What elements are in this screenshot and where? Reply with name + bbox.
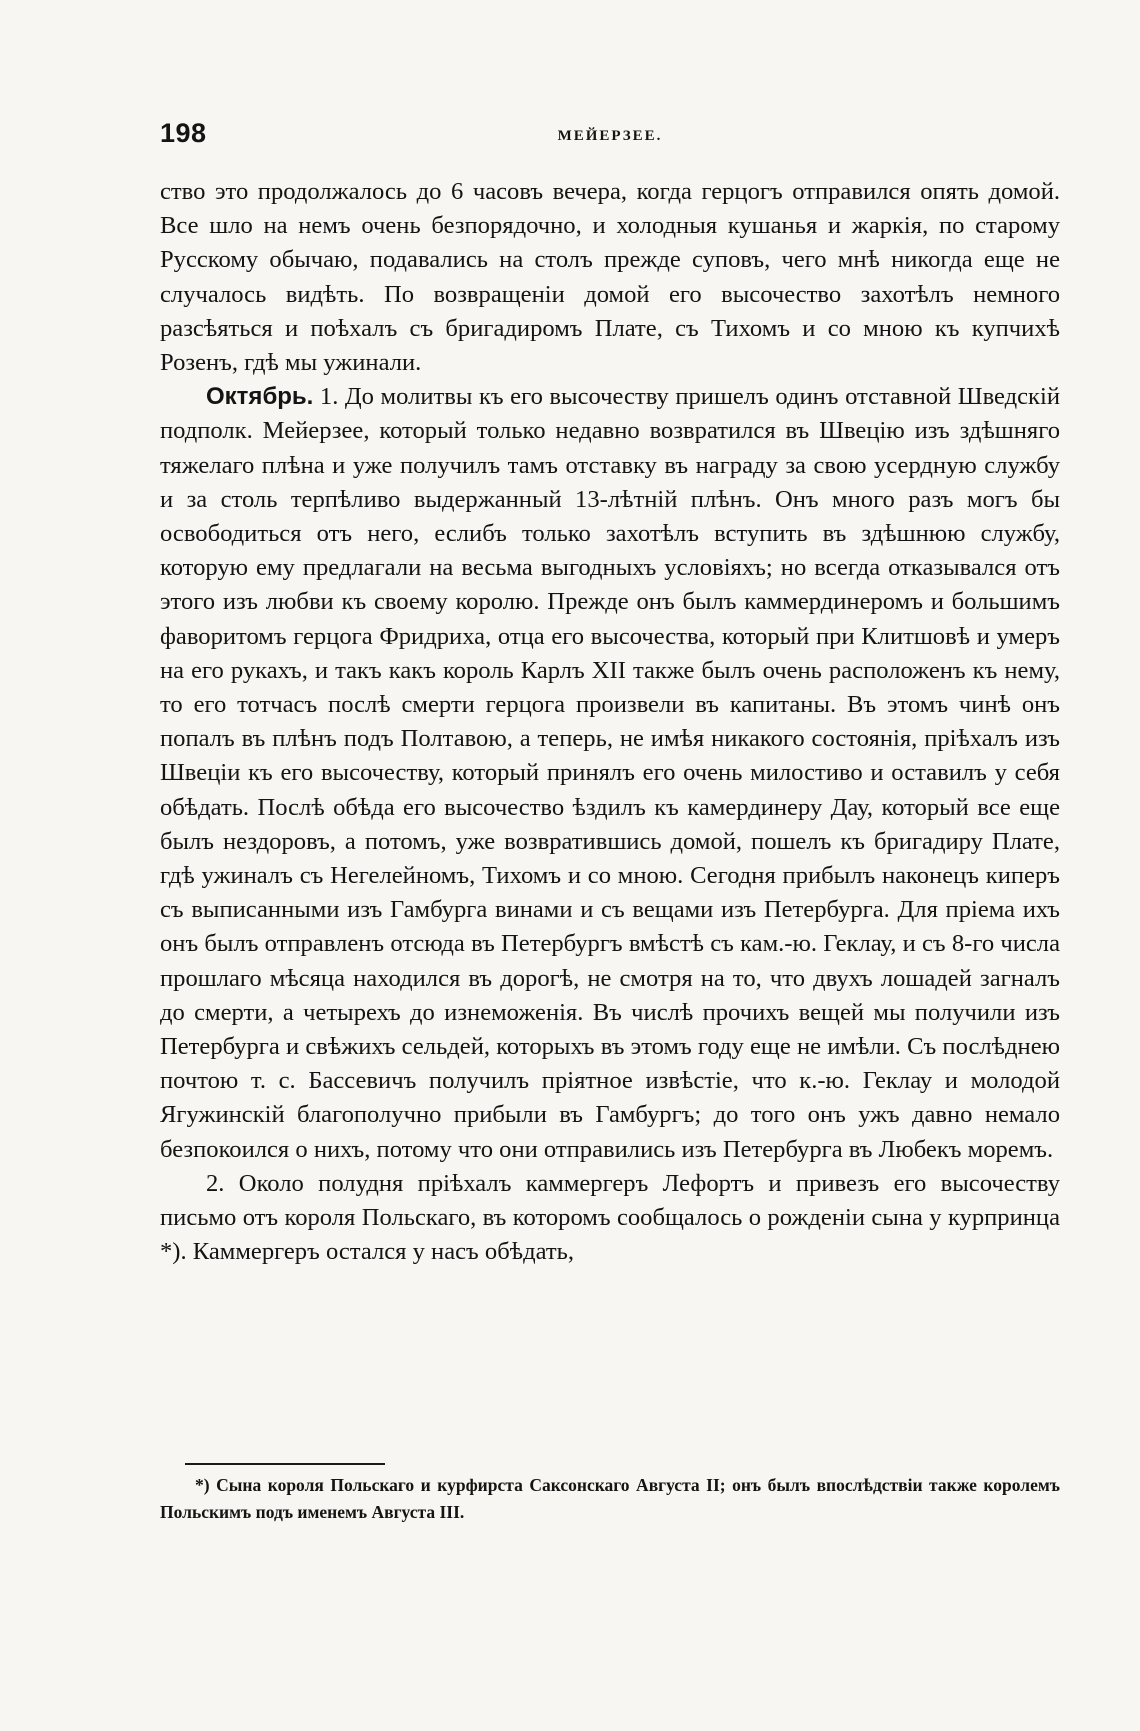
page-number: 198 [160, 118, 207, 148]
running-head: МЕЙЕРЗЕЕ. [557, 128, 663, 144]
page-header [160, 118, 1060, 158]
month-heading: Октябрь. [206, 383, 314, 411]
paragraph-2-text: 1. До молитвы къ его высочеству пришелъ одинъ отставной Шведскій подполк. Мейерзее, который только недавно возвратился въ Швецію изъ здѣшняго тяжелаго плѣна и уже получилъ тамъ отставку въ награду за свою усердную службу и за столь терпѣливо выдержанный 13-лѣтній плѣнъ. Онъ много разъ могъ бы освободиться отъ него, еслибъ только захотѣлъ вступить въ здѣшнюю службу, которую ему предлагали на весьма выгодныхъ условіяхъ; но всегда отказывался отъ этого изъ любви къ своему королю. Прежде онъ былъ каммердинеромъ и большимъ фаворитомъ герцога Фридриха, отца его высочества, который при Клитшовѣ и умеръ на его рукахъ, и такъ какъ король Карлъ XII также былъ очень расположенъ къ нему, то его тотчасъ послѣ смерти герцога произвели въ капитаны. Въ этомъ чинѣ онъ попалъ въ плѣнъ подъ Полтавою, а теперь, не имѣя никакого состоянія, пріѣхалъ изъ Швеціи къ его высочеству, который принялъ его очень милостиво и оставилъ у себя обѣдать. Послѣ обѣда его высочество ѣздилъ къ камердинеру Дау, который все еще былъ нездоровъ, а потомъ, уже возвратившись домой, пошелъ къ бригадиру Плате, гдѣ ужиналъ съ Негелейномъ, Тихомъ и со мною. Сегодня прибылъ наконецъ киперъ съ выписанными изъ Гамбурга винами и съ вещами изъ Петербурга. Для пріема ихъ онъ былъ отправленъ отсюда въ Петербургъ вмѣстѣ съ кам.-ю. Геклау, и съ 8-го числа прошлаго мѣсяца находился въ дорогѣ, не смотря на то, что двухъ лошадей загналъ до смерти, а четырехъ до изнеможенія. Въ числѣ прочихъ вещей мы получили изъ Петербурга и свѣжихъ сельдей, которыхъ въ этомъ году еще не имѣли. Съ послѣднею почтою т. с. Бассевичъ получилъ пріятное извѣстіе, что к.-ю. Геклау и молодой Ягужинскій благополучно прибыли въ Гамбургъ; до того онъ ужъ давно немало безпокоился о нихъ, потому что они отправились изъ Петербурга въ Любекъ моремъ. [160, 383, 1060, 1163]
footnote: *) Сына короля Польскаго и курфирста Саксонскаго Августа II; онъ былъ впослѣдствіи также королемъ Польскимъ подъ именемъ Августа III. [160, 1475, 1060, 1522]
paragraph-3: 2. Около полудня пріѣхалъ каммергеръ Лефортъ и привезъ его высочеству письмо отъ короля Польскаго, въ которомъ сообщалось о рожденіи сына у курпринца *). Каммергеръ остался у насъ обѣдать, [160, 1169, 1060, 1266]
body-text [160, 175, 1060, 1270]
paragraph-2 [160, 380, 1060, 1167]
paragraph-1: ство это продолжалось до 6 часовъ вечера, когда герцогъ отправился опять домой. Все шло на немъ очень безпорядочно, и холодныя кушанья и жаркія, по старому Русскому обычаю, подавались на столъ прежде суповъ, чего мнѣ никогда еще не случалось видѣть. По возвращеніи домой его высочество захотѣлъ немного разсѣяться и поѣхалъ съ бригадиромъ Плате, съ Тихомъ и со мною къ купчихѣ Розенъ, гдѣ мы ужинали. [160, 178, 1060, 377]
footnote-rule [185, 1463, 385, 1465]
